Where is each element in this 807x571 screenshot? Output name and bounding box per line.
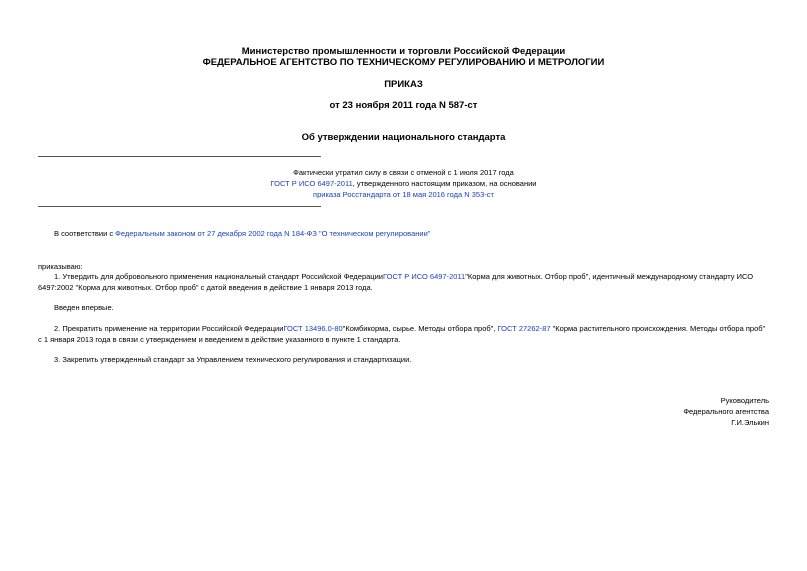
date-number: от 23 ноября 2011 года N 587-ст xyxy=(329,100,478,111)
item-1-text-a: 1. Утвердить для добровольного применения национальный стандарт Российской Федерации xyxy=(54,272,383,281)
item-2-text-c: "Корма растительного происхождения. Методы отбора проб" с 1 января 2013 года в связи с утверждением и введением в действие указанного в пункте 1 стандарта. xyxy=(38,324,766,344)
bottom-divider xyxy=(38,206,321,207)
gost-iso-6497-link[interactable]: ГОСТ Р ИСО 6497-2011 xyxy=(382,272,466,281)
federal-law-link[interactable]: Федеральным законом от 27 декабря 2002 года N 184-ФЗ "О техническом регулировании" xyxy=(115,229,431,238)
introduced-note: Введен впервые. xyxy=(54,303,114,312)
rosstandart-order-link[interactable]: приказа Росстандарта от 18 мая 2016 года N 353-ст xyxy=(313,190,494,199)
doc-type: ПРИКАЗ xyxy=(384,79,423,90)
gost-iso-link[interactable]: ГОСТ Р ИСО 6497-2011 xyxy=(270,179,353,188)
item-2-text-b: "Комбикорма, сырье. Методы отбора проб", xyxy=(342,324,498,333)
validity-note-line2 xyxy=(0,179,807,189)
order-word: приказываю: xyxy=(38,262,83,271)
gost-27262-link[interactable]: ГОСТ 27262-87 xyxy=(497,324,551,333)
item-1-text-b: "Корма для животных. Отбор проб", идентичный международному стандарту ИСО 6497:2002 "Корма для животных. Отбор проб" с датой введения в действие 1 января 2013 года. xyxy=(38,272,754,292)
signature-name: Г.И.Элькин xyxy=(731,418,769,427)
ministry-title: Министерство промышленности и торговли Российской Федерации xyxy=(241,46,566,57)
validity-note-line1: Фактически утратил силу в связи с отменой с 1 июля 2017 года xyxy=(293,168,514,177)
gost-13496-link[interactable]: ГОСТ 13496.0-80 xyxy=(283,324,343,333)
validity-note-text: , утвержденного настоящим приказом, на основании xyxy=(352,179,537,188)
doc-subject: Об утверждении национального стандарта xyxy=(301,132,506,143)
signature-title: Руководитель xyxy=(720,396,769,405)
item-2 xyxy=(38,324,770,345)
intro-text: В соответствии с xyxy=(54,229,116,238)
item-2-text-a: 2. Прекратить применение на территории Российской Федерации xyxy=(54,324,284,333)
agency-title: ФЕДЕРАЛЬНОЕ АГЕНТСТВО ПО ТЕХНИЧЕСКОМУ РЕГУЛИРОВАНИЮ И МЕТРОЛОГИИ xyxy=(202,57,605,68)
validity-note-line3 xyxy=(0,190,807,200)
intro-paragraph xyxy=(38,229,770,240)
item-1 xyxy=(38,272,770,293)
item-3: 3. Закрепить утвержденный стандарт за Управлением технического регулирования и стандартизации. xyxy=(54,355,412,364)
top-divider xyxy=(38,156,321,157)
signature-agency: Федерального агентства xyxy=(683,407,769,416)
